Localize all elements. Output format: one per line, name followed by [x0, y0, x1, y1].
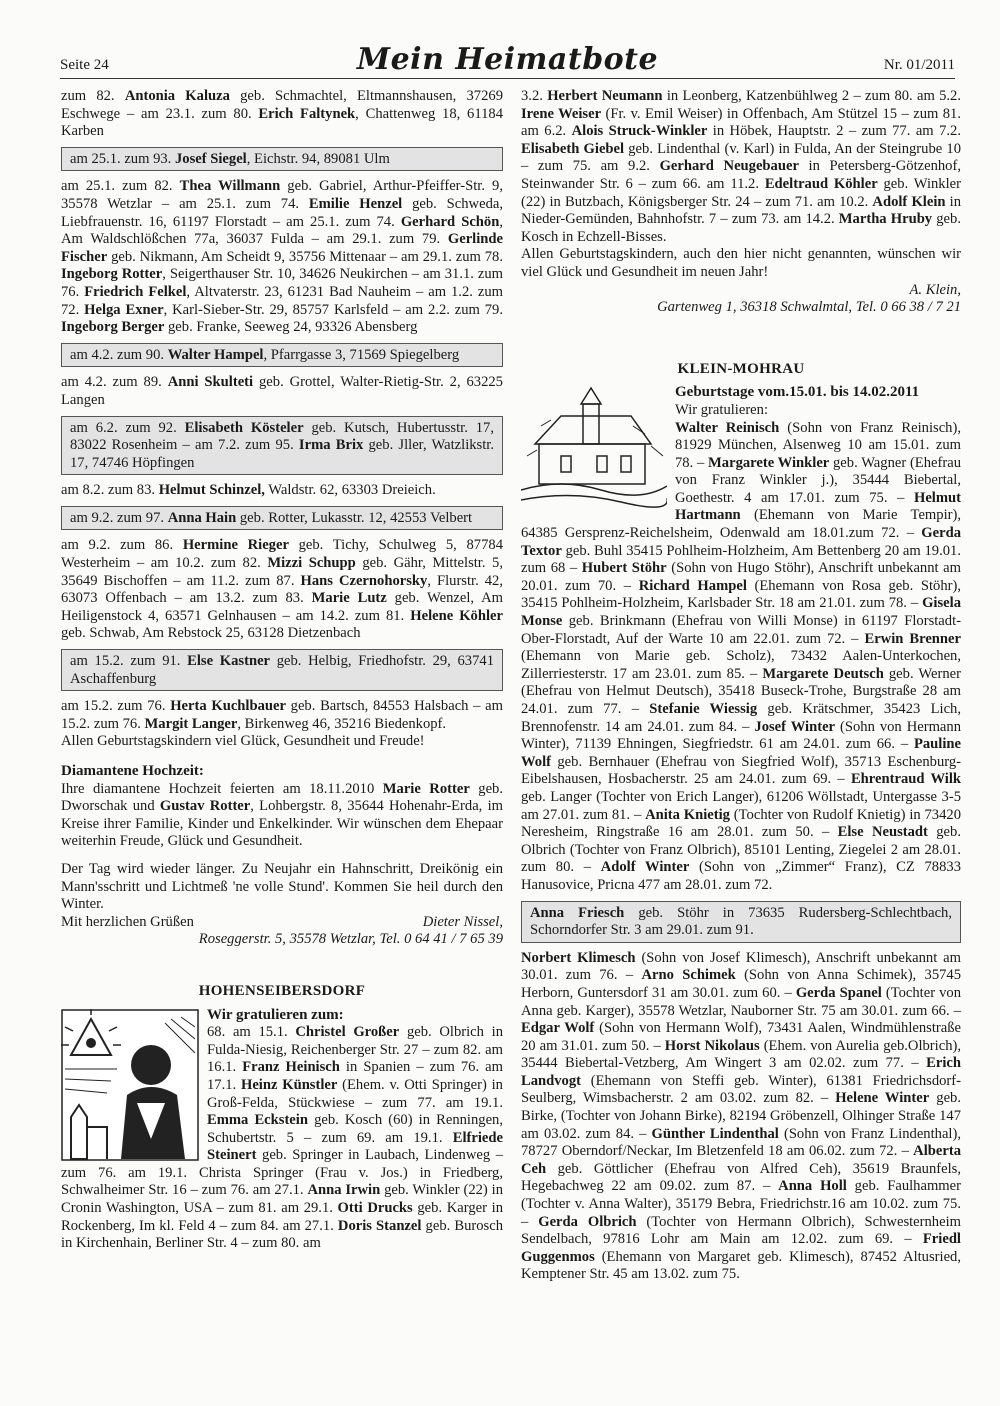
subheading: Wir gratulieren:: [675, 401, 769, 418]
section-heading: Geburtstage vom.15.01. bis 14.02.2011: [675, 384, 920, 401]
masthead-title: Mein Heimatbote: [356, 42, 659, 77]
signature-address: Roseggerstr. 5, 35578 Wetzlar, Tel. 0 64 41 / 7 65 39: [198, 931, 503, 948]
greeting: Mit herzlichen Grüßen: [61, 913, 194, 930]
highlight-box: am 9.2. zum 97. Anna Hain geb. Rotter, Lukasstr. 12, 42553 Velbert: [61, 506, 503, 531]
highlight-box: am 15.2. zum 91. Else Kastner geb. Helbig, Friedhofstr. 29, 63741 Aschaffenburg: [61, 649, 503, 691]
signature-name: A. Klein,: [909, 281, 961, 298]
paragraph: am 15.2. zum 76. Herta Kuchlbauer geb. Bartsch, 84553 Halsbach – am 15.2. zum 76. Margit Langer, Birkenweg 46, 35216 Biedenkopf.: [61, 698, 503, 732]
signature-address: Gartenweg 1, 36318 Schwalmtal, Tel. 0 66 38 / 7 21: [657, 299, 961, 316]
right-column: [521, 88, 961, 1284]
closing-wish: Allen Geburtstagskindern viel Glück, Gesundheit und Freude!: [61, 733, 425, 750]
page-number: Seite 24: [60, 57, 109, 73]
section-heading: Diamantene Hochzeit:: [61, 763, 204, 779]
paragraph: Walter Reinisch (Sohn von Franz Reinisch), 81929 München, Alsenweg 10 am 15.01. zum 78. – Margarete Winkler geb. Wagner (Ehefrau von Franz Winkler j.), 35444 Biebertal, Goethestr. 4 am 17.01. zum 75. – Helmut Hartmann (Ehemann von Marie Tempir), 64385 Gersprenz-Reichelsheim, Odenwald am 18.01.zum 72. – Gerda Textor geb. Buhl 35415 Pohlheim-Holzheim, Am Bettenberg 20 am 19.01. zum 68 – Hubert Stöhr (Sohn von Hugo Stöhr), Anschrift unbekannt am 20.01. zum 70. – Richard Hampel (Ehemann von Rosa geb. Stöhr), 35415 Pohlheim-Holzheim, Karlsbader Str. 18 am 21.01. zum 78. – Gisela Monse geb. Brinkmann (Ehefrau von Willi Monse) in 61197 Florstadt-Ober-Florstadt, Auf der Warte 10 am 22.01. zum 72. – Erwin Brenner (Ehemann von Marie geb. Scholz), 73432 Aalen-Unterkochen, Zillerriesterstr. 17 am 23.01. zum 85. – Margarete Deutsch geb. Werner (Ehefrau von Helmut Deutsch), 35418 Buseck-Trohe, Burgstraße 28 am 24.01. zum 77. – Stefanie Wiessig geb. Krätschmer, 35423 Lich, Brennofenstr. 14 am 24.01. zum 84. – Josef Winter (Sohn von Hermann Winter), 71139 Ehningen, Siegfriedstr. 61 am 24.01. zum 66. – Pauline Wolf geb. Bernhauer (Ehefrau von Siegfried Wolf), 35713 Eschenburg-Eibelshausen, Hosbacherstr. 25 am 24.01. zum 69. – Ehrentraud Wilk geb. Langer (Tochter von Erich Langer), 61206 Wöllstadt, Untergasse 3-5 am 27.01. zum 81. – Anita Knietig (Tochter von Rudolf Knietig) in 73420 Neresheim, Ringstraße 16 am 28.01. zum 50. – Else Neustadt geb. Olbrich (Tochter von Franz Olbrich), 85101 Lenting, Ziegelei 2 am 28.01. zum 80. – Adolf Winter (Sohn von „Zimmer“ Franz), CZ 78833 Hanusovice, Pricna 477 am 28.01. zum 72.: [521, 419, 962, 893]
paragraph: am 9.2. zum 86. Hermine Rieger geb. Tichy, Schulweg 5, 87784 Westerheim – am 10.2. zum 82. Mizzi Schupp geb. Gähr, Mittelstr. 5, 35649 Bischoffen – am 11.2. zum 87. Hans Czernohorsky, Flurstr. 42, 63073 Offenbach – am 13.2. zum 83. Marie Lutz geb. Wenzel, Am Heiligenstock 4, 63571 Gelnhausen – am 14.2. zum 81. Helene Köhler geb. Schwab, Am Rebstock 25, 63128 Dietzenbach: [61, 537, 503, 642]
highlight-box: am 25.1. zum 93. Josef Siegel, Eichstr. 94, 89081 Ulm: [61, 147, 503, 172]
issue-number: Nr. 01/2011: [883, 57, 955, 73]
woodcut-illustration: [61, 1009, 199, 1161]
paragraph: 68. am 15.1. Christel Großer geb. Olbrich in Fulda-Niesig, Reichenberger Str. 27 – zum 82. am 16.1. Franz Heinisch in Spanien – zum 76. am 17.1. Heinz Künstler (Ehem. v. Otti Springer) in Groß-Felda, Stückwiese – zum 77. am 19.1. Emma Eckstein geb. Kosch (60) in Renningen, Schubertstr. 5 – zum 69. am 19.1. Elfriede Steinert geb. Springer in Laubach, Lindenweg – zum 76. am 19.1. Christa Springer (Frau v. Jos.) in Friedberg, Schwalheimer Str. 16 – zum 76. am 27.1. Anna Irwin geb. Winkler (22) in Cronin Washington, USA – zum 81. am 29.1. Otti Drucks geb. Karger in Rockenberg, Im kl. Feld 4 – zum 84. am 27.1. Doris Stanzel geb. Burosch in Kirchenhain, Berliner Str. 4 – zum 80. am: [61, 1024, 504, 1252]
paragraph: am 4.2. zum 89. Anni Skulteti geb. Grottel, Walter-Rietig-Str. 2, 63225 Langen: [61, 374, 503, 408]
paragraph: 3.2. Herbert Neumann in Leonberg, Katzenbühlweg 2 – zum 80. am 5.2. Irene Weiser (Fr. v. Emil Weiser) in Offenbach, Am Stützel 15 – zum 81. am 6.2. Alois Struck-Winkler in Höbek, Hauptstr. 2 – zum 77. am 7.2. Elisabeth Giebel geb. Lindenthal (v. Karl) in Fulda, An der Steingrube 10 – zum 75. am 9.2. Gerhard Neugebauer in Petersberg-Götzenhof, Steinwander Str. 6 – zum 66. am 11.2. Edeltraud Köhler geb. Winkler (22) in Butzbach, Königsberger Str. 24 – zum 71. am 10.2. Adolf Klein in Nieder-Gemünden, Bahnhofstr. 7 – zum 73. am 14.2. Martha Hruby geb. Kosch in Echzell-Bisses.: [521, 88, 962, 245]
paragraph: Norbert Klimesch (Sohn von Josef Klimesch), Anschrift unbekannt am 30.01. zum 76. – Arno Schimek (Sohn von Anna Schimek), 35745 Herborn, Guntersdorf 31 am 30.01. zum 60. – Gerda Spanel (Tochter von Anna geb. Karger), 35578 Wetzlar, Nauborner Str. 75 am 30.01. zum 66. – Edgar Wolf (Sohn von Hermann Wolf), 73431 Aalen, Windmühlenstraße 20 am 31.01. zum 50. – Horst Nikolaus (Ehem. von Aurelia geb.Olbrich), 35444 Biebertal-Vetzberg, Am Wingert 3 am 02.02. zum 77. – Erich Landvogt (Ehemann von Steffi geb. Winter), 61381 Friedrichsdorf-Seulberg, Wimsbacherstr. 2 am 03.02. zum 82. – Helene Winter geb. Birke, (Tochter von Johann Birke), 82194 Gröbenzell, Olhinger Straße 147 am 03.02. zum 84. – Günther Lindenthal (Sohn von Franz Lindenthal), 78727 Oberndorf/Neckar, Im Bletzenfeld 18 am 06.02. zum 72. – Alberta Ceh geb. Göttlicher (Ehefrau von Alfred Ceh), 35619 Braunfels, Hegebachweg 22 am 09.02. zum 87. – Anna Holl geb. Faulhammer (Tochter v. Anna Walter), 35179 Bebra, Friedrichstr.16 am 10.02. zum 75. – Gerda Olbrich (Tochter von Hermann Olbrich), Schwesternheim Sendelbach, 97816 Lohr am Main am 12.02. zum 69. – Friedl Guggenmos (Ehemann von Margaret geb. Klimesch), 87452 Altusried, Kemptener Str. 45 am 13.02. zum 75.: [521, 949, 962, 1283]
paragraph: am 25.1. zum 82. Thea Willmann geb. Gabriel, Arthur-Pfeiffer-Str. 9, 35578 Wetzlar – am 25.1. zum 74. Emilie Henzel geb. Schweda, Liebfrauenstr. 16, 61197 Florstadt – am 25.1. zum 74. Gerhard Schön, Am Waldschlößchen 77a, 36037 Fulda – am 29.1. zum 79. Gerlinde Fischer geb. Nikmann, Am Scheidt 9, 35756 Mittenaar – am 29.1. zum 78. Ingeborg Rotter, Seigerthauser Str. 10, 34626 Neukirchen – am 31.1. zum 76. Friedrich Felkel, Altvaterstr. 23, 61231 Bad Nauheim – am 1.2. zum 72. Helga Exner, Karl-Sieber-Str. 29, 85757 Karlsfeld – am 2.2. zum 79. Ingeborg Berger geb. Franke, Seeweg 24, 93326 Abensberg: [61, 178, 503, 336]
closing-wish: Allen Geburtstagskindern, auch den hier nicht genannten, wünschen wir viel Glück und Gesundheit im neuen Jahr!: [521, 246, 961, 280]
paragraph: Ihre diamantene Hochzeit feierten am 18.11.2010 Marie Rotter geb. Dworschak und Gustav Rotter, Lohbergstr. 8, 35644 Hohenahr-Erda, im Kreise ihrer Familie, Kinder und Enkelkinder. Wir wünschen dem Ehepaar weiterhin Freude, Glück und Gesundheit.: [61, 780, 503, 850]
village-heading: KLEIN-MOHRAU: [677, 360, 805, 377]
signature-name: Dieter Nissel,: [422, 913, 503, 930]
village-church-illustration: [521, 386, 667, 508]
paragraph: Der Tag wird wieder länger. Zu Neujahr ein Hahnschritt, Dreikönig ein Mann'sschritt und Lichtmeß 'ne volle Stund'. Kommen Sie heil durch den Winter.: [61, 860, 503, 913]
page-header: [60, 38, 955, 79]
paragraph: zum 82. Antonia Kaluza geb. Schmachtel, Eltmannshausen, 37269 Eschwege – am 23.1. zum 80. Erich Faltynek, Chattenweg 18, 61184 Karben: [61, 88, 503, 140]
section-heading: Wir gratulieren zum:: [207, 1006, 344, 1023]
highlight-box: am 6.2. zum 92. Elisabeth Kösteler geb. Kutsch, Hubertusstr. 17, 83022 Rosenheim – am 7.2. zum 95. Irma Brix geb. Jller, Watzlikstr. 17, 74746 Höpfingen: [61, 416, 503, 476]
highlight-box: Anna Friesch geb. Stöhr in 73635 Rudersberg-Schlechtbach, Schorndorfer Str. 3 am 29.01. zum 91.: [521, 901, 961, 943]
highlight-box: am 4.2. zum 90. Walter Hampel, Pfarrgasse 3, 71569 Spiegelberg: [61, 343, 503, 368]
left-column: [61, 88, 503, 1253]
village-heading: HOHENSEIBERSDORF: [198, 982, 366, 999]
paragraph: am 8.2. zum 83. Helmut Schinzel, Waldstr. 62, 63303 Dreieich.: [61, 482, 436, 499]
